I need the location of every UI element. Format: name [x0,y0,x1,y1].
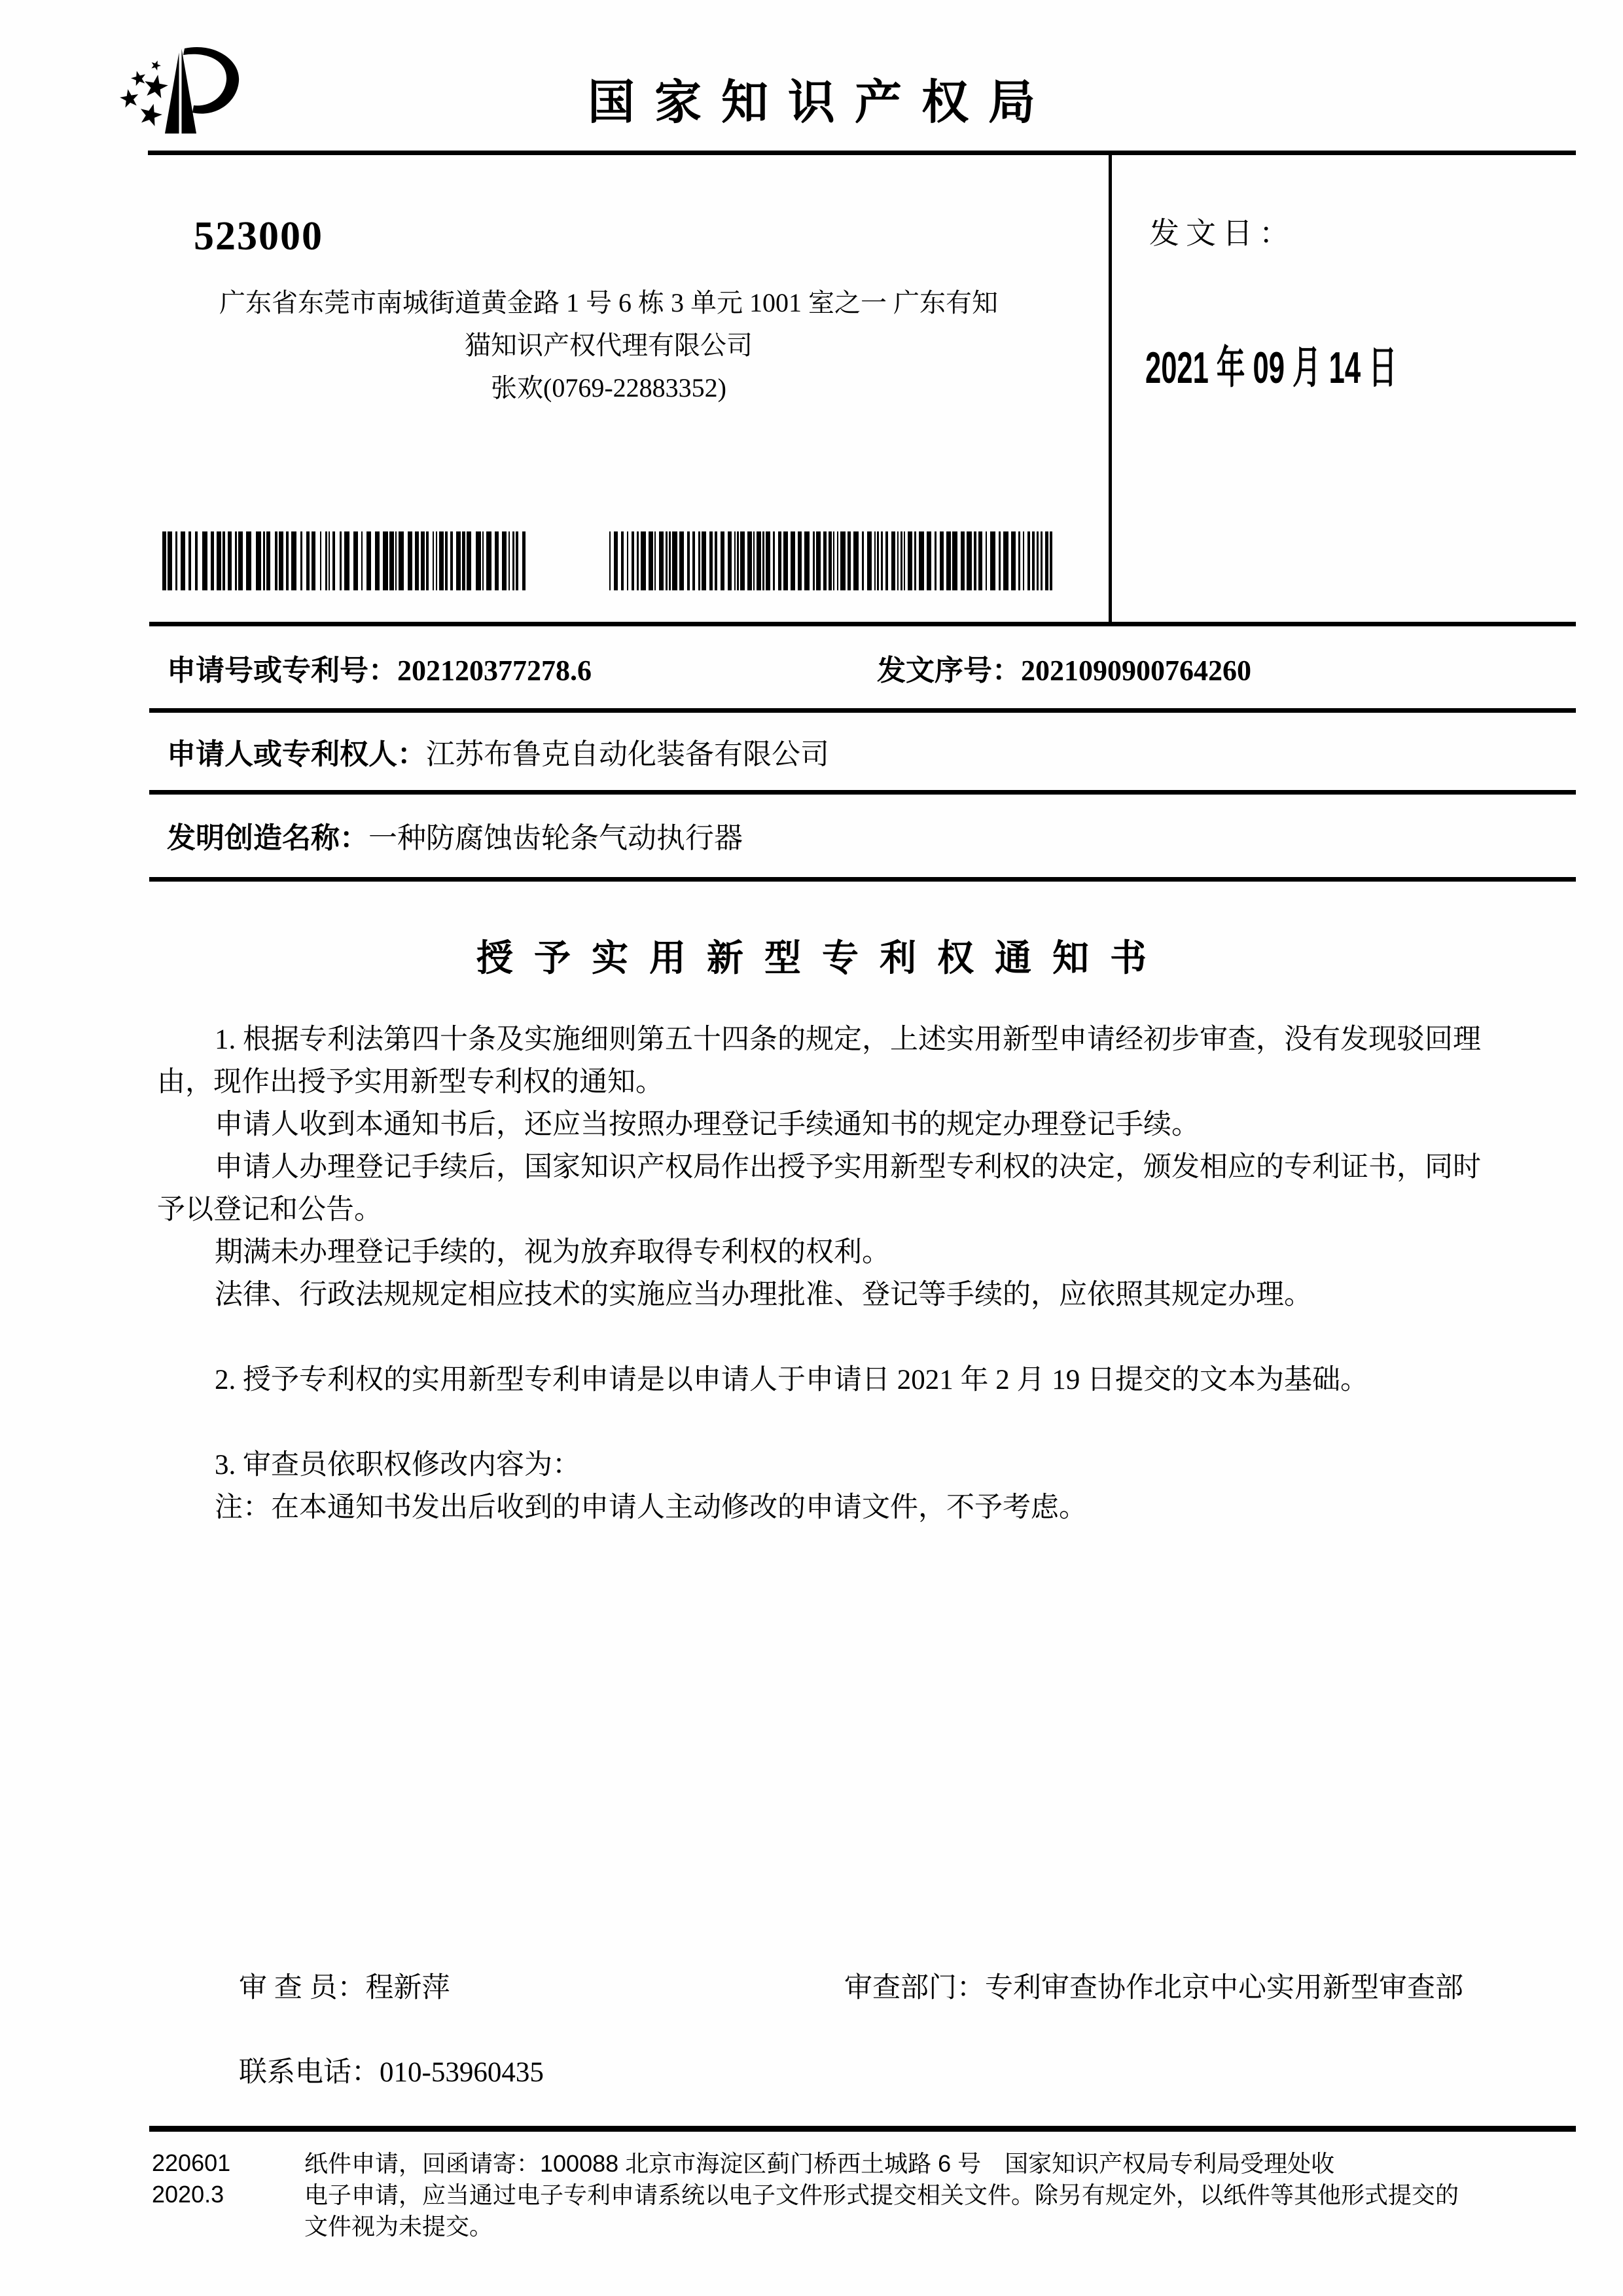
address-contact: 张欢(0769-22883352) [491,373,726,403]
department-cell [844,1965,1463,2005]
notice-line: 申请人收到本通知书后，还应当按照办理登记手续通知书的规定办理登记手续。 [215,1109,1200,1140]
dispatch-serial-cell [877,647,1251,689]
department-label: 审查部门： [844,1973,985,2003]
form-code: 220601 [152,2149,231,2176]
application-number-value: 202120377278.6 [397,655,592,687]
footer-note-line: 纸件申请，回函请寄：100088 北京市海淀区蓟门桥西土城路 6 号 国家知识产权局专利局受理处收 [304,2150,1335,2177]
phone-number: 010-53960435 [380,2057,544,2088]
notice-line [157,1316,1518,1359]
header-rule [148,151,1576,155]
notice-body [157,1018,1518,1529]
table-rule-3 [149,790,1576,795]
phone-label: 联系电话： [239,2057,380,2088]
mailing-address [170,281,1047,409]
notice-line: 期满未办理登记手续的，视为放弃取得专利权的权利。 [215,1237,890,1268]
agency-title: 国家知识产权局 [587,77,1055,129]
examiner-cell [239,1965,450,2005]
invention-title-cell [167,814,743,856]
footer-note-line: 电子申请，应当通过电子专利申请系统以电子文件形式提交相关文件。除另有规定外，以纸件等其他形式提交的 [304,2181,1459,2208]
address-line-2: 猫知识产权代理有限公司 [465,331,753,360]
issue-date-value: 2021 年 09 月 14 日 [1145,343,1397,393]
invention-title-row [0,814,1623,856]
invention-title-label: 发明创造名称： [167,822,368,854]
dispatch-serial-value: 2021090900764260 [1021,655,1251,687]
address-line-1: 广东省东莞市南城街道黄金路 1 号 6 栋 3 单元 1001 室之一 广东有知 [219,288,998,317]
vertical-divider [1109,151,1112,623]
department-name: 专利审查协作北京中心实用新型审查部 [985,1973,1463,2003]
notice-line [157,1401,1518,1444]
table-rule-1 [149,622,1576,626]
table-rule-4 [149,877,1576,882]
signoff-row [0,1965,1623,2007]
barcode-left [162,531,532,590]
notice-line: 3. 审查员依职权修改内容为： [215,1450,580,1480]
notice-line: 1. 根据专利法第四十条及实施细则第五十四条的规定，上述实用新型申请经初步审查，没有发现驳回理 [215,1024,1481,1055]
phone-row [0,2050,1623,2092]
applicant-value: 江苏布鲁克自动化装备有限公司 [426,738,829,770]
applicant-cell [167,730,829,772]
notice-line: 注：在本通知书发出后收到的申请人主动修改的申请文件，不予考虑。 [215,1492,1087,1523]
footer-note-line: 文件视为未提交。 [304,2213,493,2240]
applicant-label: 申请人或专利权人： [167,738,426,770]
barcode-right [609,531,1057,590]
issue-date-label: 发文日： [1149,217,1296,250]
applicant-row [0,730,1623,772]
application-number-label: 申请号或专利号： [167,655,397,687]
postal-code: 523000 [194,214,323,259]
application-number-row [0,647,1623,689]
notice-title: 授予实用新型专利权通知书 [476,939,1168,979]
table-rule-2 [149,708,1576,713]
invention-title-value: 一种防腐蚀齿轮条气动执行器 [368,822,743,854]
dispatch-serial-label: 发文序号： [877,655,1021,687]
notice-line: 予以登记和公告。 [157,1194,382,1225]
examiner-label: 审 查 员： [239,1973,366,2003]
footer-rule [149,2126,1576,2132]
notice-line: 申请人办理登记手续后，国家知识产权局作出授予实用新型专利权的决定，颁发相应的专利证书，同时 [215,1152,1481,1183]
phone-cell [239,2050,544,2090]
form-version: 2020.3 [152,2181,224,2208]
notice-line: 由，现作出授予实用新型专利权的通知。 [157,1067,664,1098]
notice-line: 法律、行政法规规定相应技术的实施应当办理批准、登记等手续的，应依照其规定办理。 [215,1280,1312,1310]
footer-notes [304,2149,1580,2244]
notice-line: 2. 授予专利权的实用新型专利申请是以申请人于申请日 2021 年 2 月 19 日提交的文本为基础。 [215,1365,1368,1395]
examiner-name: 程新萍 [365,1973,450,2003]
application-number-cell [167,647,592,689]
